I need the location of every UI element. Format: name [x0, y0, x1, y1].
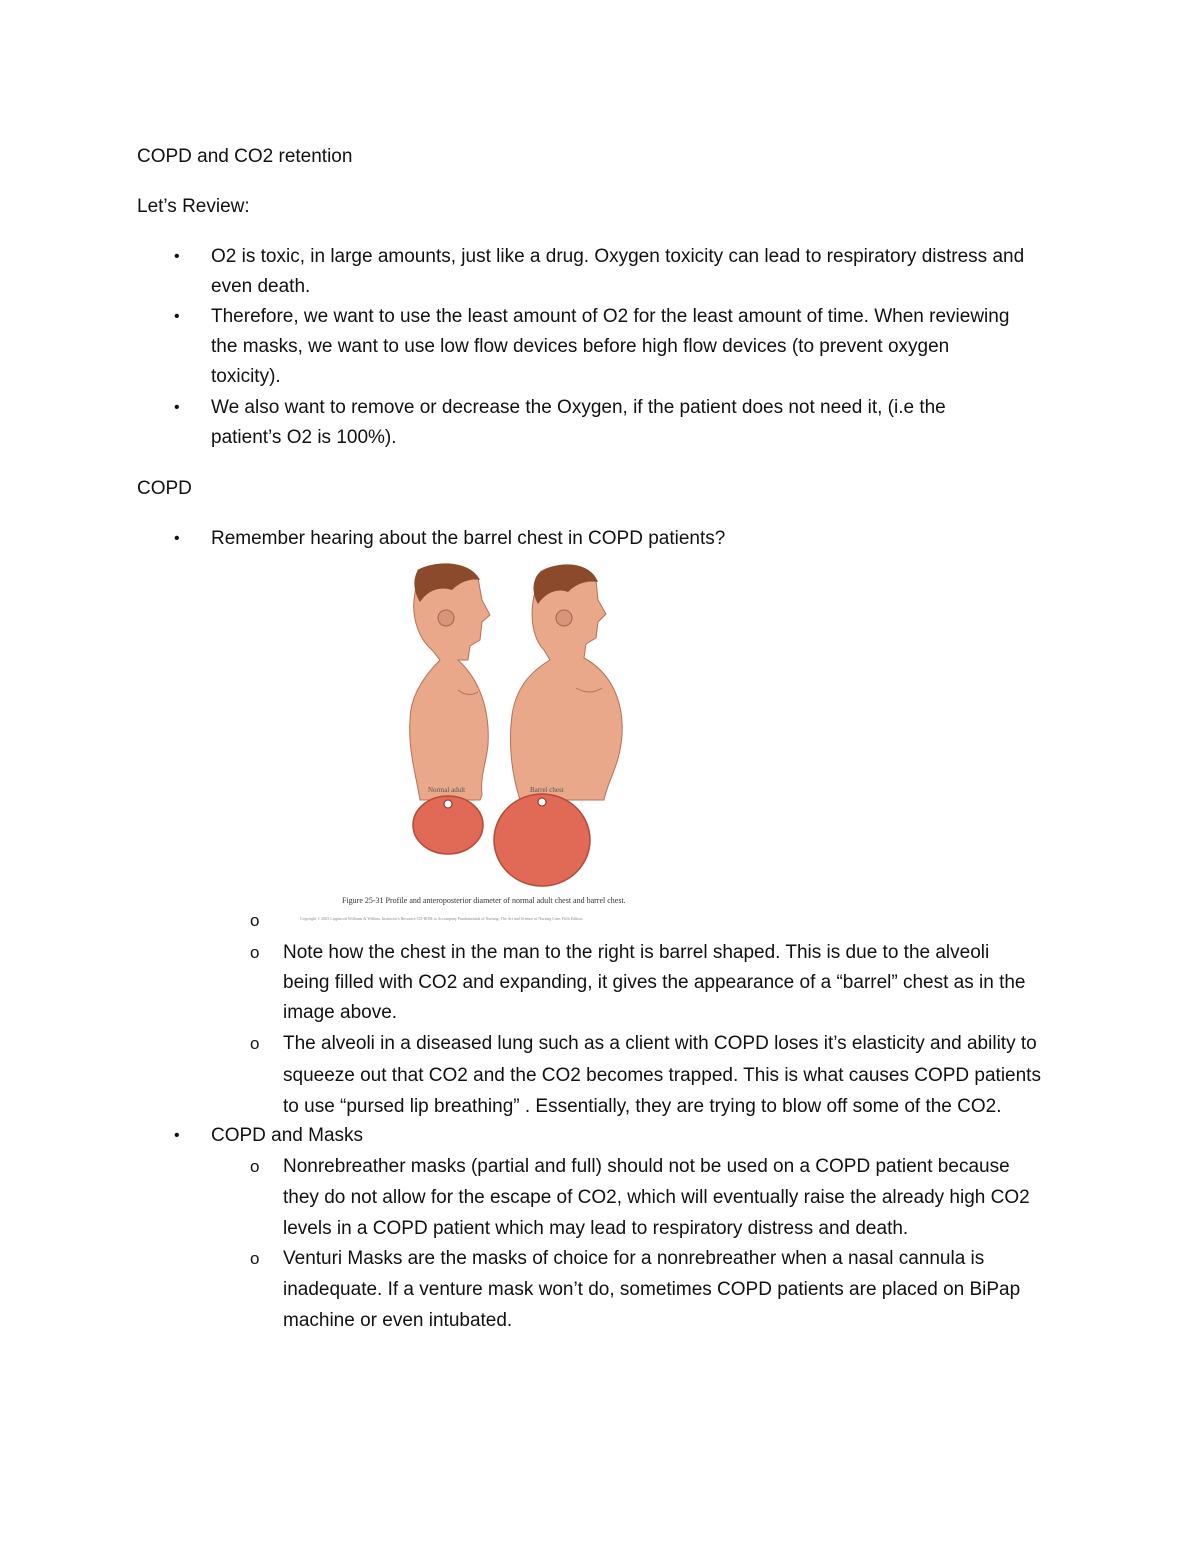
- normal-chest-cross-section: [413, 796, 483, 854]
- sub-bullet-marker: o: [250, 1249, 260, 1268]
- mask-note-1-line-2: they do not allow for the escape of CO2, which will eventually raise the already high CO2: [283, 1187, 1030, 1208]
- sub-bullet-marker: o: [250, 943, 260, 962]
- bullet-marker: •: [174, 248, 180, 265]
- barrel-chest-cross-section: [494, 794, 590, 886]
- note-1-line-2: being filled with CO2 and expanding, it gives the appearance of a “barrel” chest as in the: [283, 972, 1026, 993]
- review-bullet-3-line-1: We also want to remove or decrease the Oxygen, if the patient does not need it, (i.e the: [211, 397, 946, 418]
- figure-copyright: Copyright © 2003 Lippincott Williams & Wilkins. Instructor's Resource CD-ROM to Accompany Fundamentals of Nursing: The Art and Science of Nursing Care, Fifth Edition.: [300, 916, 584, 921]
- barrel-chest-figure: [300, 560, 720, 928]
- bullet-marker: •: [174, 308, 180, 325]
- review-bullet-2-line-2: the masks, we want to use low flow devices before high flow devices (to prevent oxygen: [211, 336, 950, 357]
- copd-heading: COPD: [137, 478, 192, 499]
- review-bullet-1-line-2: even death.: [211, 276, 311, 297]
- note-1-line-3: image above.: [283, 1002, 398, 1023]
- mask-note-2-line-3: machine or even intubated.: [283, 1310, 513, 1331]
- normal-adult-label: Normal adult: [428, 786, 466, 794]
- barrel-chest-bullet: Remember hearing about the barrel chest in COPD patients?: [211, 528, 726, 549]
- mask-note-2-line-2: inadequate. If a venture mask won’t do, sometimes COPD patients are placed on BiPap: [283, 1279, 1021, 1300]
- review-bullet-2-line-3: toxicity).: [211, 366, 281, 387]
- bullet-marker: •: [174, 399, 180, 416]
- barrel-chest-profile: [510, 564, 622, 800]
- review-bullet-2-line-1: Therefore, we want to use the least amount of O2 for the least amount of time. When reviewing: [211, 306, 1010, 327]
- note-2-line-2: squeeze out that CO2 and the CO2 becomes trapped. This is what causes COPD patients: [283, 1065, 1041, 1086]
- note-2-line-1: The alveoli in a diseased lung such as a client with COPD loses it’s elasticity and ability to: [283, 1033, 1037, 1054]
- sub-bullet-marker: o: [250, 1157, 260, 1176]
- note-2-line-3: to use “pursed lip breathing” . Essentially, they are trying to blow off some of the CO2.: [283, 1096, 1002, 1117]
- barrel-chest-illustration: [340, 560, 720, 928]
- sub-bullet-marker: o: [250, 1034, 260, 1053]
- note-1-line-1: Note how the chest in the man to the right is barrel shaped. This is due to the alveoli: [283, 942, 990, 963]
- barrel-chest-label: Barrel chest: [530, 786, 564, 794]
- review-bullet-1-line-1: O2 is toxic, in large amounts, just like a drug. Oxygen toxicity can lead to respiratory distress and: [211, 246, 1025, 267]
- normal-adult-profile: [410, 563, 490, 800]
- figure-caption: Figure 25-31 Profile and anteroposterior diameter of normal adult chest and barrel chest.: [342, 896, 626, 905]
- review-bullet-3-line-2: patient’s O2 is 100%).: [211, 427, 397, 448]
- mask-note-2-line-1: Venturi Masks are the masks of choice for a nonrebreather when a nasal cannula is: [283, 1248, 985, 1269]
- bullet-marker: •: [174, 1127, 180, 1144]
- masks-bullet: COPD and Masks: [211, 1125, 364, 1146]
- mask-note-1-line-3: levels in a COPD patient which may lead to respiratory distress and death.: [283, 1218, 909, 1239]
- page-title: COPD and CO2 retention: [137, 146, 353, 167]
- bullet-marker: •: [174, 530, 180, 547]
- mask-note-1-line-1: Nonrebreather masks (partial and full) should not be used on a COPD patient because: [283, 1156, 1010, 1177]
- review-heading: Let’s Review:: [137, 196, 250, 217]
- sub-bullet-marker: o: [250, 911, 260, 930]
